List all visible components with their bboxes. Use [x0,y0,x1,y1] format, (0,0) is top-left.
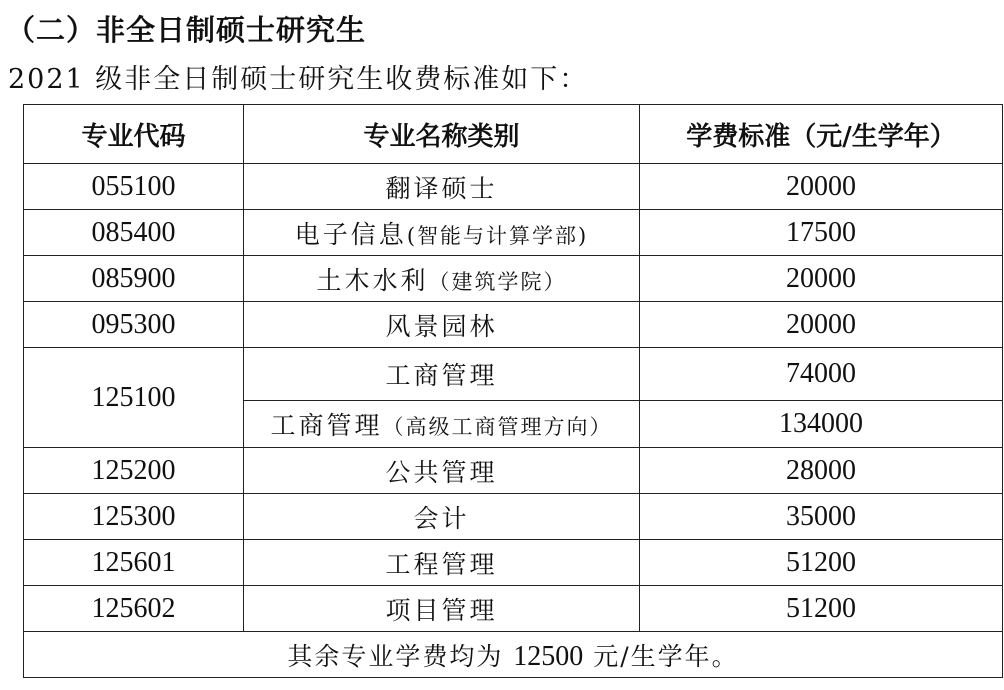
tuition-fee: 28000 [640,448,1003,494]
major-code: 125200 [24,448,244,494]
major-name [244,494,640,540]
tuition-table [23,104,1003,678]
header-tuition: 学费标准（元/生学年） [640,105,1003,164]
footer-note [24,632,1003,678]
tuition-fee: 51200 [640,586,1003,632]
footer-suffix: 元/生学年。 [583,641,739,671]
header-major-code: 专业代码 [24,105,244,164]
header-major-name: 专业名称类别 [244,105,640,164]
major-code: 085400 [24,210,244,256]
major-name-text: 工商管理 [385,361,498,390]
tuition-fee: 74000 [640,348,1003,401]
major-name-text: 电子信息 [294,219,407,249]
table-row [24,164,1003,210]
table-footer-row [24,632,1003,678]
major-name-text: 风景园林 [385,311,498,341]
major-name [244,348,640,401]
major-code: 095300 [24,302,244,348]
major-code: 125100 [24,348,244,448]
major-name [244,256,640,302]
tuition-fee: 134000 [640,401,1003,448]
major-name-text: 公共管理 [385,457,498,487]
tuition-fee: 51200 [640,540,1003,586]
section-title: （二）非全日制硕士研究生 [6,13,367,47]
footer-prefix: 其余专业学费均为 [287,641,514,671]
major-name [244,302,640,348]
table-header-row [24,105,1003,164]
major-code: 125601 [24,540,244,586]
table-row [24,210,1003,256]
table-row [24,448,1003,494]
tuition-fee: 35000 [640,494,1003,540]
major-name [244,448,640,494]
major-name-text: 会计 [413,503,470,533]
tuition-fee: 20000 [640,302,1003,348]
major-name [244,401,640,448]
intro-text: 2021 级非全日制硕士研究生收费标准如下： [8,64,589,95]
table-row [24,348,1003,401]
table-row [24,540,1003,586]
table-row [24,256,1003,302]
tuition-fee: 20000 [640,256,1003,302]
major-code: 085900 [24,256,244,302]
table-row [24,494,1003,540]
major-name-text: 工商管理 [270,411,383,440]
major-code: 125602 [24,586,244,632]
tuition-fee: 20000 [640,164,1003,210]
major-code: 055100 [24,164,244,210]
tuition-fee: 17500 [640,210,1003,256]
table-row [24,302,1003,348]
footer-amount: 12500 [513,640,584,672]
major-name-text: 翻译硕士 [385,173,498,203]
table-row [24,586,1003,632]
major-note: （建筑学院） [428,269,567,294]
major-name-text: 工程管理 [385,549,498,579]
major-name [244,164,640,210]
major-code: 125300 [24,494,244,540]
major-name [244,540,640,586]
major-note: （高级工商管理方向） [382,415,613,439]
major-name-text: 土木水利 [316,265,429,295]
major-name [244,586,640,632]
major-name [244,210,640,256]
major-name-text: 项目管理 [385,595,498,625]
major-note: (智能与计算学部) [406,223,589,248]
